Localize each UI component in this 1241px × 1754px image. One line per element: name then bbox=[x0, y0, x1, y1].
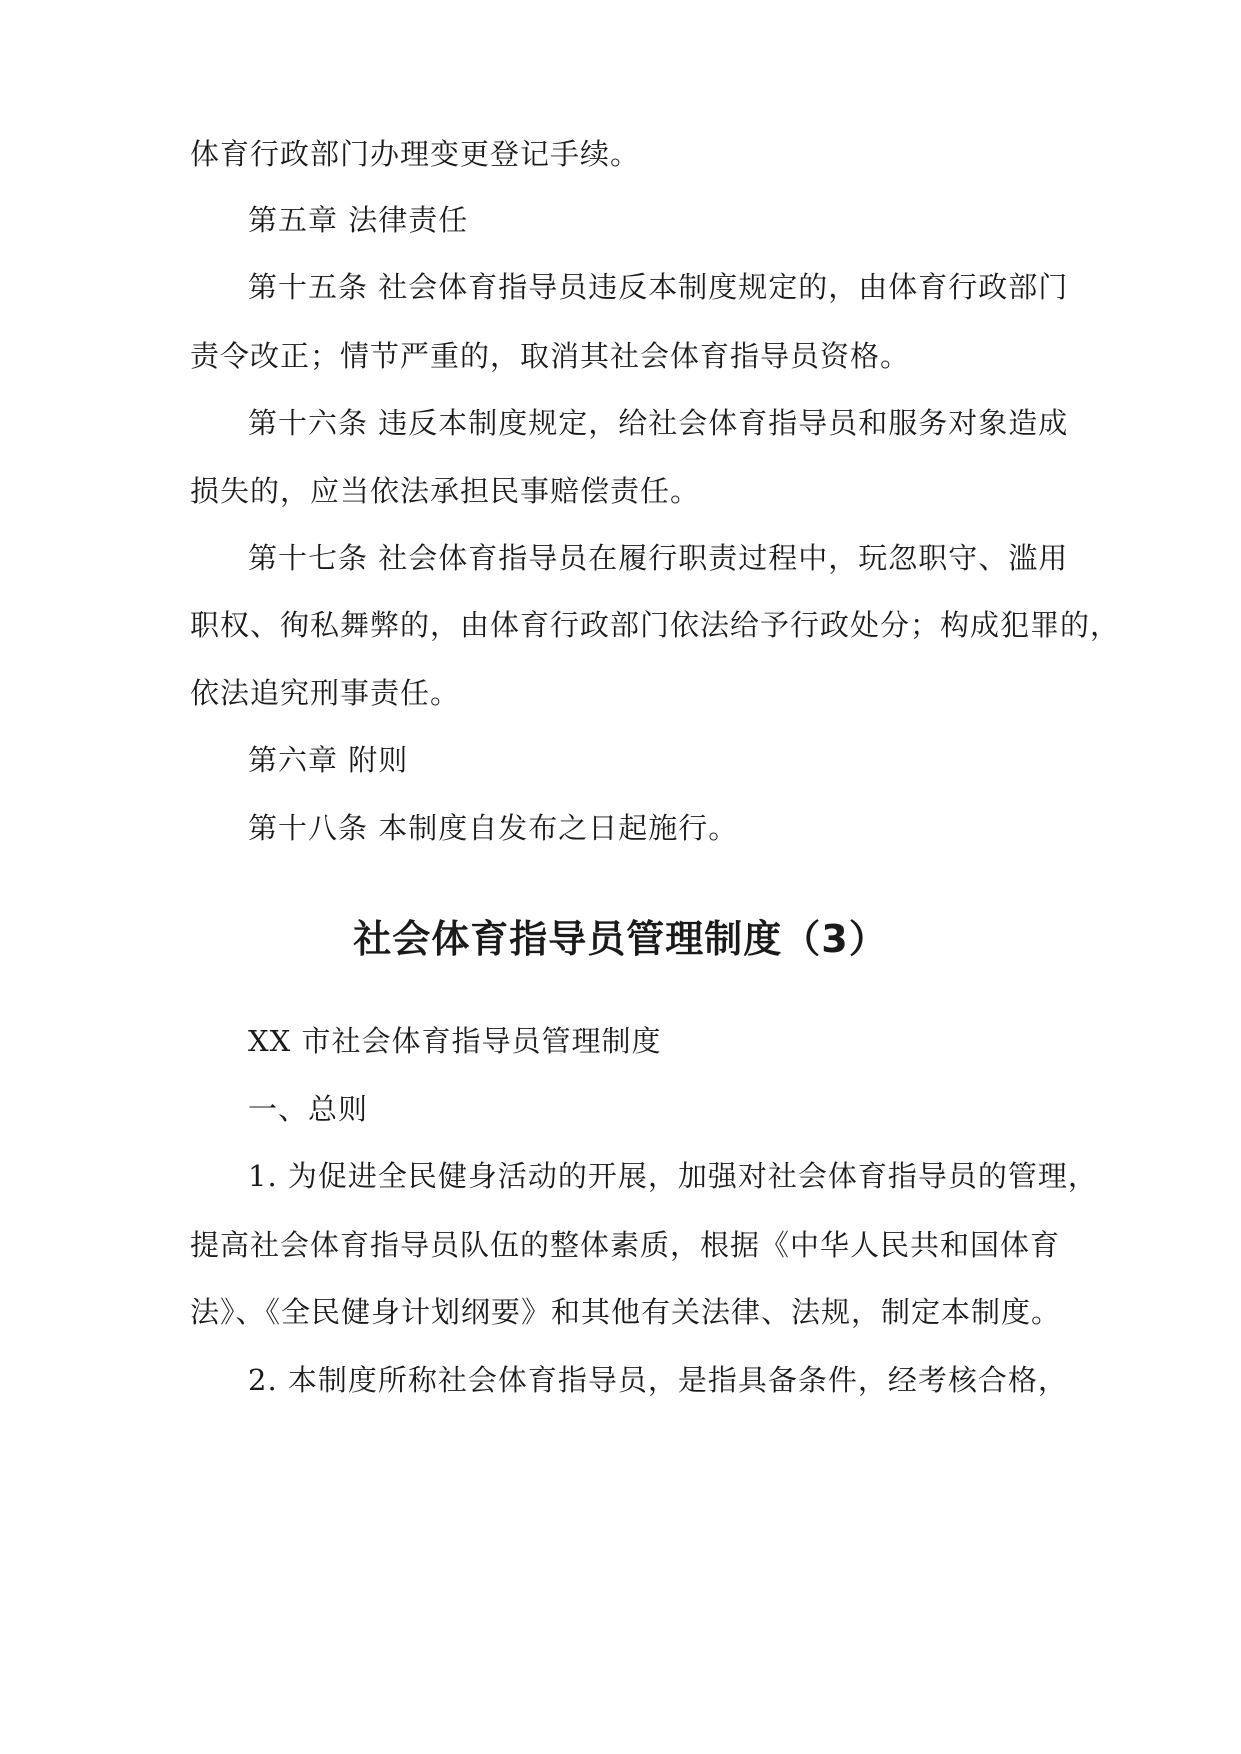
chapter-heading: 第六章 附则 bbox=[248, 743, 409, 777]
chapter-heading: 第五章 法律责任 bbox=[248, 203, 469, 237]
article-15-line-2: 责令改正；情节严重的，取消其社会体育指导员资格。 bbox=[190, 339, 911, 373]
document-subtitle: XX 市社会体育指导员管理制度 bbox=[248, 1024, 662, 1058]
article-17-line-2: 职权、徇私舞弊的，由体育行政部门依法给予行政处分；构成犯罪的， bbox=[190, 608, 1121, 642]
clause-1-line-2: 提高社会体育指导员队伍的整体素质，根据《中华人民共和国体育 bbox=[190, 1228, 1061, 1262]
article-17-line-1: 第十七条 社会体育指导员在履行职责过程中，玩忽职守、滥用 bbox=[248, 541, 1069, 575]
clause-2-line-1: 2. 本制度所称社会体育指导员，是指具备条件，经考核合格， bbox=[248, 1363, 1068, 1397]
article-18-line: 第十八条 本制度自发布之日起施行。 bbox=[248, 811, 739, 845]
article-16-line-1: 第十六条 违反本制度规定，给社会体育指导员和服务对象造成 bbox=[248, 406, 1069, 440]
article-15-line-1: 第十五条 社会体育指导员违反本制度规定的，由体育行政部门 bbox=[248, 270, 1069, 304]
clause-1-line-3: 法》、《全民健身计划纲要》和其他有关法律、法规，制定本制度。 bbox=[190, 1295, 1062, 1329]
article-17-line-3: 依法追究刑事责任。 bbox=[190, 676, 461, 710]
section-title: 社会体育指导员管理制度（3） bbox=[353, 917, 888, 961]
article-16-line-2: 损失的，应当依法承担民事赔偿责任。 bbox=[190, 474, 701, 508]
paragraph-line: 体育行政部门办理变更登记手续。 bbox=[190, 137, 641, 171]
clause-1-line-1: 1. 为促进全民健身活动的开展，加强对社会体育指导员的管理， bbox=[248, 1159, 1098, 1193]
section-heading: 一、总则 bbox=[248, 1092, 369, 1126]
